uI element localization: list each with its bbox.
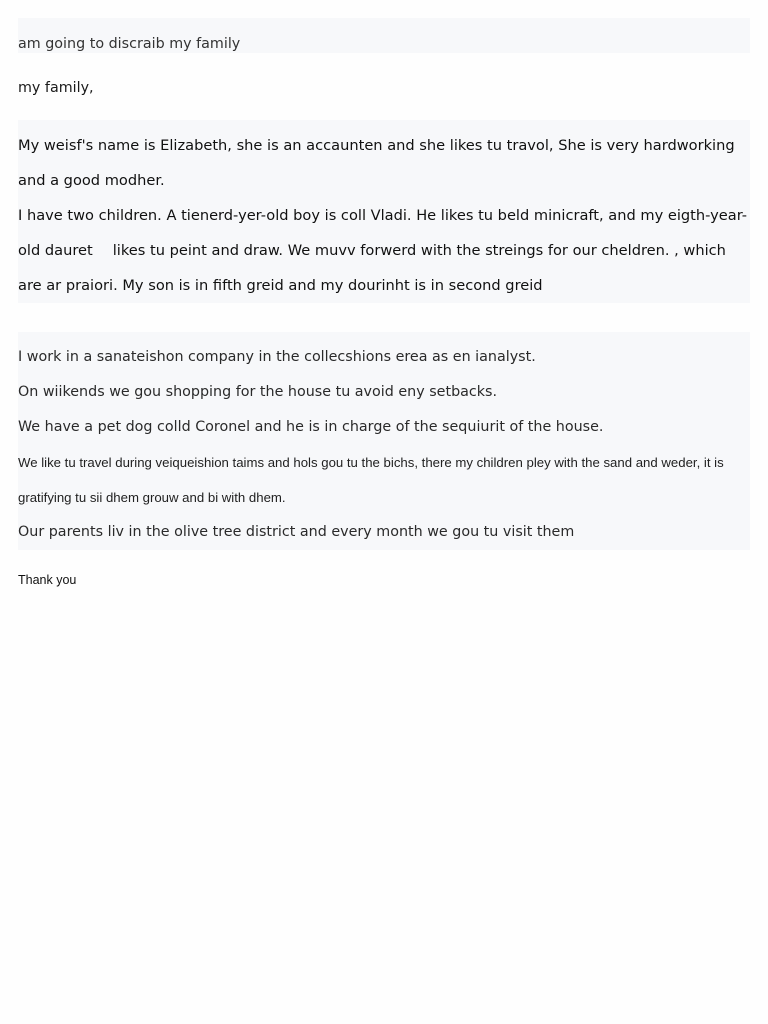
- weekends-paragraph: On wiikends we gou shopping for the house tu avoid eny setbacks.: [18, 384, 498, 400]
- document-page: [18, 18, 750, 588]
- parents-paragraph: Our parents liv in the olive tree district and every month we gou tu visit them: [18, 524, 575, 540]
- salutation: my family,: [18, 80, 94, 96]
- intro-line: am going to discraib my family: [18, 36, 241, 52]
- wife-paragraph: My weisf's name is Elizabeth, she is an accaunten and she likes tu travol, She is very hardworking and a good modher.: [18, 137, 735, 189]
- travel-paragraph: We like tu travel during veiqueishion taims and hols gou tu the bichs, there my children pley with the sand and weder, it is gratifying tu sii dhem grouw and bi with dhem.: [18, 455, 724, 505]
- life-section: [18, 332, 750, 550]
- intro-block: [18, 18, 750, 53]
- children-text-part-2: likes tu peint and draw. We muvv forwerd with the streings for our cheldren. , which are ar praiori. My son is in fifth greid and my dourinht is in second greid: [18, 242, 726, 294]
- closing-line: Thank you: [18, 573, 77, 587]
- children-paragraph: [18, 198, 750, 303]
- family-section: [18, 120, 750, 303]
- children-text-part-1: I have two children. A tienerd-yer-old boy is coll Vladi. He likes tu beld minicraft, and my eigth-year-old dauret: [18, 207, 748, 259]
- work-paragraph: I work in a sanateishon company in the collecshions erea as en ianalyst.: [18, 349, 536, 365]
- pet-paragraph: We have a pet dog colld Coronel and he is in charge of the sequiurit of the house.: [18, 419, 604, 435]
